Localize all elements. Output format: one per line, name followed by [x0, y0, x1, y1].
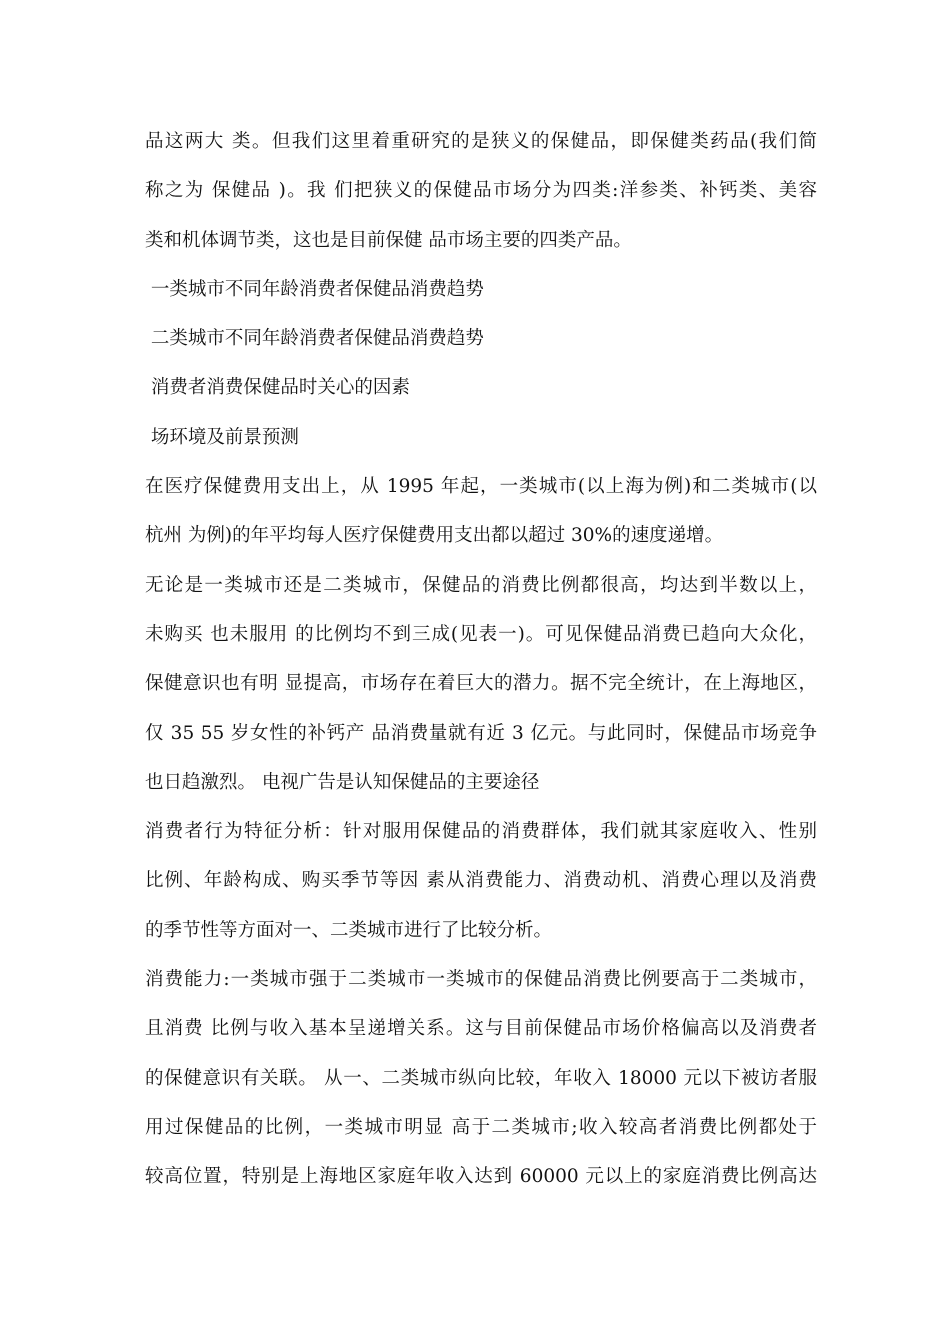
text-line: 消费能力:一类城市强于二类城市一类城市的保健品消费比例要高于二类城市， [145, 969, 817, 991]
text-line: 消费者消费保健品时关心的因素 [145, 377, 410, 399]
text-line: 类和机体调节类，这也是目前保健 品市场主要的四类产品。 [145, 229, 632, 251]
text-line: 在医疗保健费用支出上，从 1995 年起，一类城市(以上海为例)和二类城市(以 [145, 476, 817, 498]
text-line: 也日趋激烈。 电视广告是认知保健品的主要途径 [145, 771, 540, 793]
text-line: 场环境及前景预测 [145, 426, 299, 448]
text-line: 品这两大 类。但我们这里着重研究的是狭义的保健品，即保健类药品(我们简 [145, 131, 817, 152]
text-line: 称之为 保健品 )。我 们把狭义的保健品市场分为四类:洋参类、补钙类、美容 [145, 180, 817, 202]
text-line: 用过保健品的比例，一类城市明显 高于二类城市;收入较高者消费比例都处于 [145, 1116, 817, 1138]
text-line: 仅 35 55 岁女性的补钙产 品消费量就有近 3 亿元。与此同时，保健品市场竞争 [145, 722, 817, 744]
text-line: 未购买 也未服用 的比例均不到三成(见表一)。可见保健品消费已趋向大众化， [145, 623, 817, 645]
text-line: 消费者行为特征分析：针对服用保健品的消费群体，我们就其家庭收入、性别 [145, 821, 817, 843]
text-line: 杭州 为例)的年平均每人医疗保健费用支出都以超过 30%的速度递增。 [145, 525, 724, 547]
text-line: 保健意识也有明 显提高，市场存在着巨大的潜力。据不完全统计，在上海地区， [145, 673, 817, 695]
text-line: 一类城市不同年龄消费者保健品消费趋势 [145, 278, 484, 300]
text-line: 且消费 比例与收入基本呈递增关系。这与目前保健品市场价格偏高以及消费者 [145, 1018, 817, 1040]
text-line: 的季节性等方面对一、二类城市进行了比较分析。 [145, 919, 553, 941]
text-line: 比例、年龄构成、购买季节等因 素从消费能力、消费动机、消费心理以及消费 [145, 870, 817, 892]
text-line: 的保健意识有关联。 从一、二类城市纵向比较，年收入 18000 元以下被访者服 [145, 1067, 817, 1089]
text-line: 无论是一类城市还是二类城市，保健品的消费比例都很高，均达到半数以上， [145, 574, 817, 596]
body-text [145, 117, 817, 1202]
text-line: 二类城市不同年龄消费者保健品消费趋势 [145, 328, 484, 350]
text-line: 较高位置，特别是上海地区家庭年收入达到 60000 元以上的家庭消费比例高达 [145, 1166, 817, 1188]
